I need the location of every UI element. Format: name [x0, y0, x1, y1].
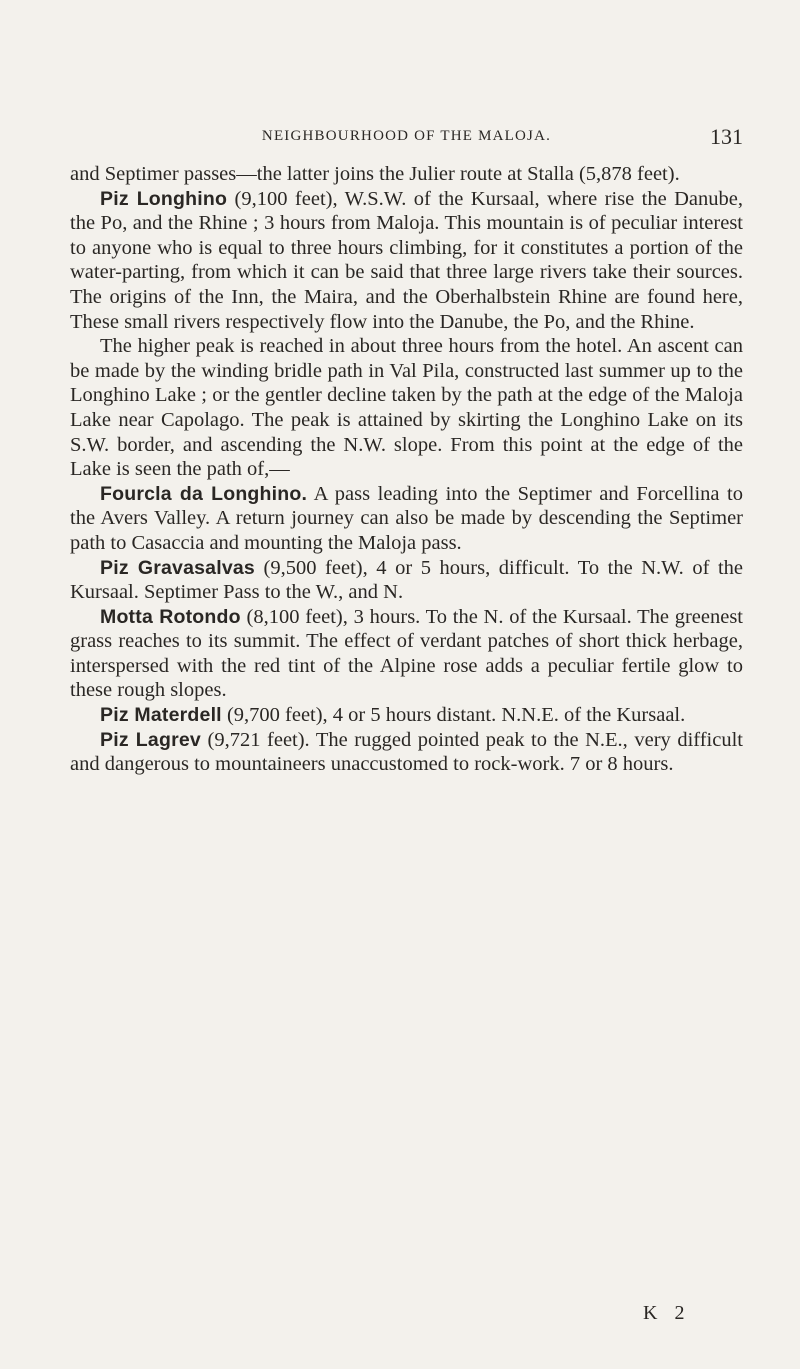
body-text — [70, 162, 743, 777]
paragraph-text: (9,500 feet), 4 or 5 hours, difficult. To the N.W. of the Kursaal. Septimer Pass to the W., and N. — [70, 556, 744, 604]
page-number: 131 — [710, 124, 743, 149]
running-header — [70, 124, 743, 154]
entry-heading: Piz Materdell — [100, 704, 222, 727]
entry-heading: Piz Gravasalvas — [100, 556, 255, 579]
paragraph-higher-peak — [70, 334, 743, 482]
running-title: NEIGHBOURHOOD OF THE MALOJA. — [261, 128, 552, 144]
paragraph-text: (9,100 feet), W.S.W. of the Kursaal, where rise the Danube, the Po, and the Rhine ; 3 hours from Maloja. This mountain is of peculiar interest to anyone who is equal to three hours climbing, for it constitutes a portion of the water-parting, from which it can be said that three large rivers take their sources. The origins of the Inn, the Maira, and the Oberhalbstein Rhine are found here, These small rivers respectively flow into the Danube, the Po, and the Rhine. — [70, 187, 744, 333]
paragraph-text: The higher peak is reached in about three hours from the hotel. An ascent can be made by the winding bridle path in Val Pila, constructed last summer up to the Longhino Lake ; or the gentler decline taken by the path at the edge of the Maloja Lake near Capolago. The peak is attained by skirting the Longhino Lake on its S.W. border, and ascending the N.W. slope. From this point at the edge of the Lake is seen the path of,— — [70, 335, 743, 481]
paragraph-piz-gravasalvas — [70, 556, 743, 605]
paragraph-text: (9,700 feet), 4 or 5 hours distant. N.N.E. of the Kursaal. — [226, 704, 686, 727]
entry-heading: Piz Lagrev — [100, 728, 201, 751]
paragraph-piz-longhino — [70, 187, 743, 335]
paragraph-text: and Septimer passes—the latter joins the Julier route at Stalla (5,878 feet). — [70, 163, 680, 185]
book-page — [70, 0, 743, 1369]
paragraph-fourcla-da-longhino — [70, 482, 743, 556]
paragraph-piz-lagrev — [70, 728, 743, 777]
paragraph-text: (9,721 feet). The rugged pointed peak to the N.E., very difficult and dangerous to mountaineers unaccustomed to rock-work. 7 or 8 hours. — [70, 728, 743, 776]
paragraph-piz-materdell — [70, 703, 743, 728]
paragraph-1 — [70, 162, 743, 187]
paragraph-text: (8,100 feet), 3 hours. To the N. of the Kursaal. The greenest grass reaches to its summit. The effect of verdant patches of short thick herbage, interspersed with the red tint of the Alpine rose adds a peculiar fertile glow to these rough slopes. — [70, 605, 744, 702]
entry-heading: Piz Longhino — [100, 187, 228, 210]
signature-mark: K 2 — [643, 1302, 691, 1324]
entry-heading: Fourcla da Longhino. — [100, 482, 308, 505]
paragraph-motta-rotondo — [70, 605, 743, 703]
paragraph-text: A pass leading into the Septimer and Forcellina to the Avers Valley. A return journey can also be made by descending the Septimer path to Casaccia and mounting the Maloja pass. — [70, 482, 743, 554]
entry-heading: Motta Rotondo — [100, 605, 241, 628]
